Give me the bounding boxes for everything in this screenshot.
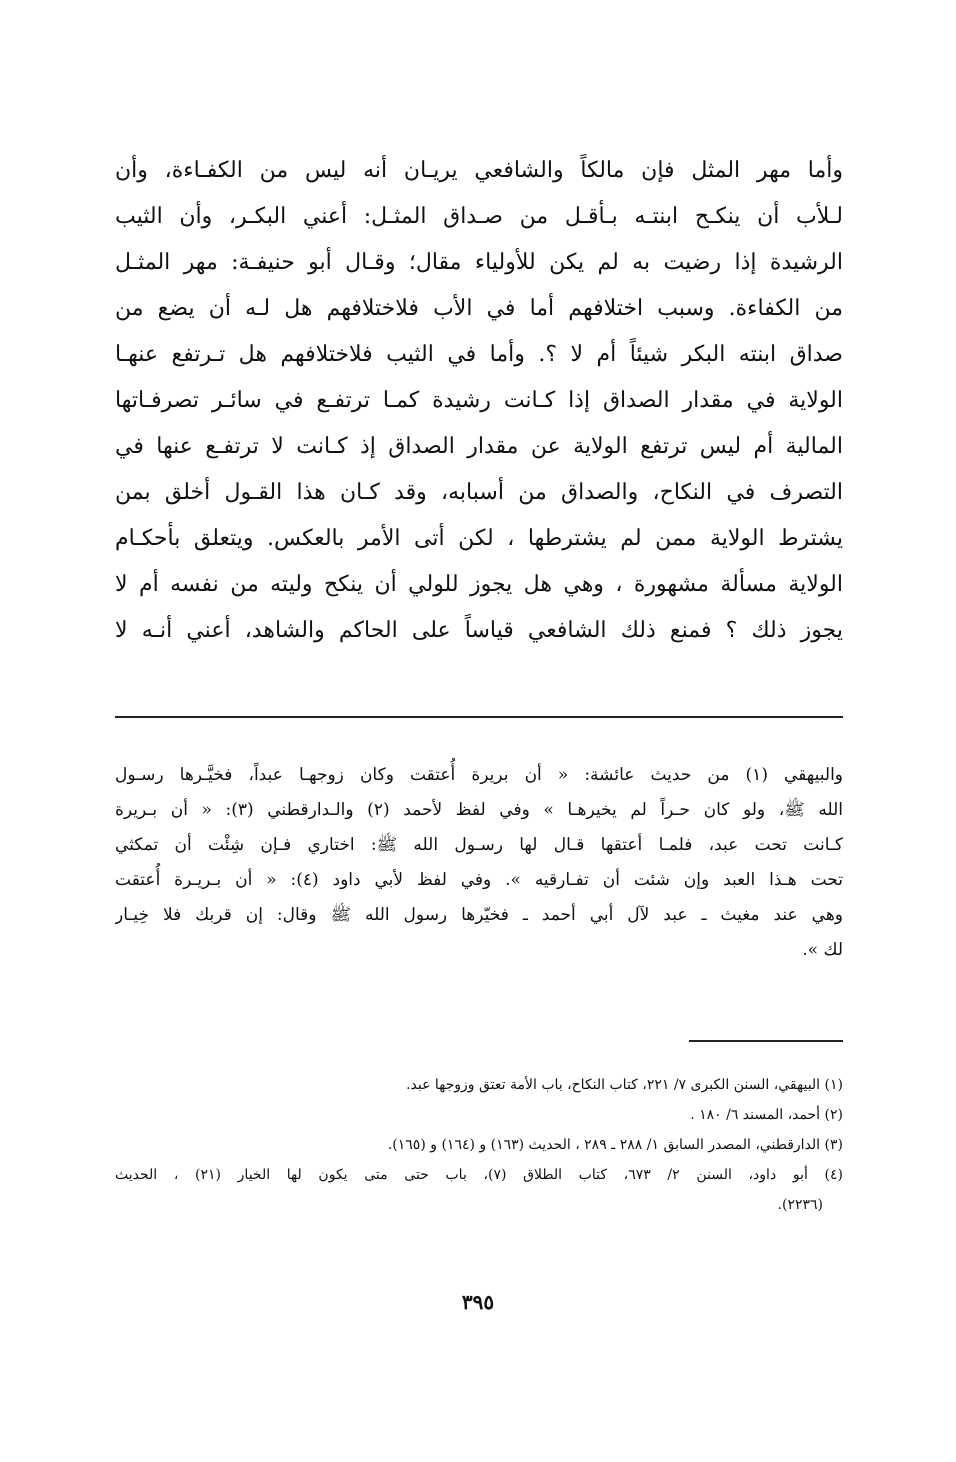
main-text-line: لـلأب أن ينكـح ابنتـه بـأقـل من صـداق المثـل: أعني البكـر، وأن الثيب (115, 204, 843, 229)
reference-item-continuation: (٢٢٣٦). (777, 1197, 823, 1213)
main-text-line: الولاية مسألة مشهورة ، وهي هل يجوز للولي أن ينكح وليته من نفسه أم لا (115, 572, 843, 597)
reference-item: (٣) الدارقطني، المصدر السابق ١/ ٢٨٨ ـ ٢٨٩ ، الحديث (١٦٣) و (١٦٤) و (١٦٥). (387, 1137, 843, 1153)
footnote-continuation (115, 758, 843, 968)
reference-item: (٢) أحمد، المسند ٦/ ١٨٠ . (690, 1107, 843, 1123)
footnote-divider (115, 716, 843, 718)
footnote-line: وهي عند مغيث ـ عبد لآل أبي أحمد ـ فخيّرها رسول الله ﷺ وقال: إن قربك فلا خِيـار (115, 905, 843, 925)
main-text-line: التصرف في النكاح، والصداق من أسبابه، وقد كـان هذا القـول أخلق بمن (115, 480, 843, 505)
main-text-line: يجوز ذلك ؟ فمنع ذلك الشافعي قياساً على الحاكم والشاهد، أعني أنـه لا (115, 618, 843, 643)
main-text-line: الولاية في مقدار الصداق إذا كـانت رشيدة كمـا ترتفـع في سائـر تصرفـاتها (115, 388, 843, 413)
footnote-line: تحت هـذا العبد وإن شئت أن تفـارقيه ». وفي لفظ لأبي داود (٤): « أن بـريـرة أُعتقت (115, 870, 843, 890)
page-number: ٣٩٥ (461, 1290, 495, 1314)
footnote-line: لك ». (802, 940, 843, 960)
main-text-line: وأما مهر المثل فإن مالكاً والشافعي يريـان أنه ليس من الكفـاءة، وأن (115, 158, 843, 183)
footnote-line: الله ﷺ، ولو كان حـراً لم يخيرهـا » وفي لفظ لأحمد (٢) والـدارقطني (٣): « أن بـريرة (115, 800, 843, 820)
main-text-line: صداق ابنته البكر شيئاً أم لا ؟. وأما في الثيب فلاختلافهم هل تـرتفع عنهـا (115, 342, 843, 367)
reference-item: (٤) أبو داود، السنن ٢/ ٦٧٣، كتاب الطلاق (٧)، باب حتى متى يكون لها الخيار (٢١) ، الحديث (115, 1167, 843, 1183)
reference-item: (١) البيهقي، السنن الكبرى ٧/ ٢٢١، كتاب النكاح، باب الأمة تعتق وزوجها عبد. (406, 1077, 843, 1093)
main-text (115, 148, 843, 654)
main-text-line: الرشيدة إذا رضيت به لم يكن للأولياء مقال؛ وقـال أبو حنيفـة: مهر المثـل (115, 250, 843, 275)
reference-list (115, 1070, 843, 1220)
main-text-line: يشترط الولاية ممن لم يشترطها ، لكن أتى الأمر بالعكس. ويتعلق بأحكـام (115, 526, 843, 551)
main-text-line: المالية أم ليس ترتفع الولاية عن مقدار الصداق إذ كـانت لا ترتفـع عنها في (115, 434, 843, 459)
main-text-line: من الكفاءة. وسبب اختلافهم أما في الأب فلاختلافهم هل لـه أن يضع من (115, 296, 843, 321)
references-divider (689, 1040, 843, 1042)
footnote-line: والبيهقي (١) من حديث عائشة: « أن بريرة أُعتقت وكان زوجهـا عبداً، فخيَّـرها رسـول (115, 765, 843, 785)
footnote-line: كـانت تحت عبد، فلمـا أعتقها قـال لها رسـول الله ﷺ: اختاري فـإن شِئْت أن تمكثي (115, 835, 843, 855)
